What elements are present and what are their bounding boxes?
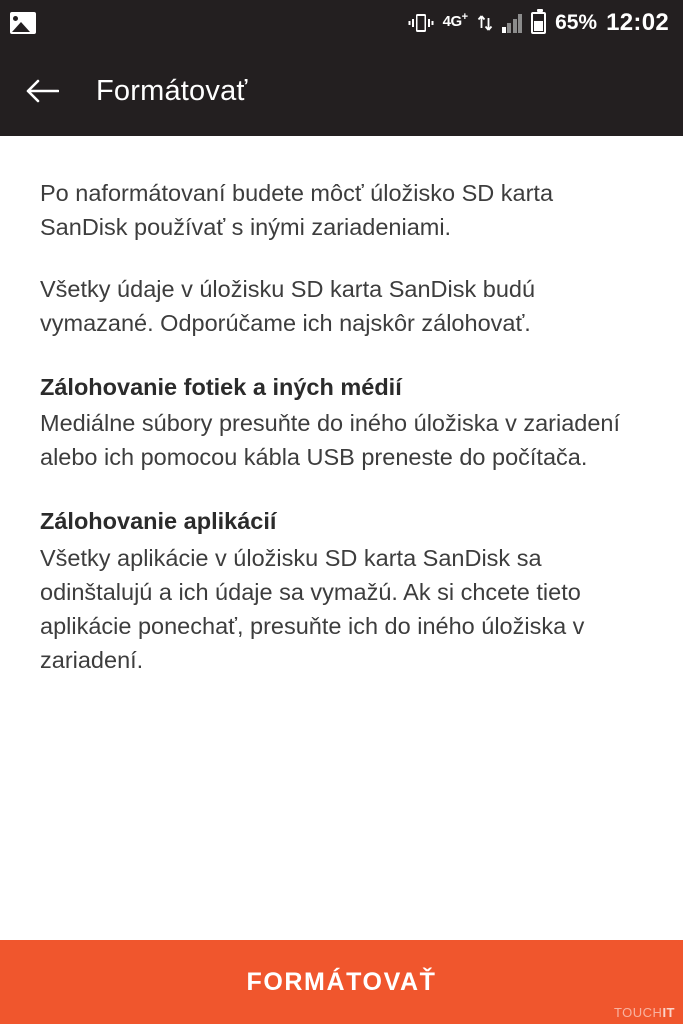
section-media-backup-body: Mediálne súbory presuňte do iného úložiska v zariadení alebo ich pomocou kábla USB preneste do počítača. (40, 410, 621, 471)
content-area (0, 136, 683, 940)
section-media-backup-heading: Zálohovanie fotiek a iných médií (40, 374, 402, 401)
status-bar-left (10, 12, 36, 34)
intro-paragraph-1: Po naformátovaní budete môcť úložisko SD karta SanDisk používať s inými zariadeniami. (40, 180, 554, 241)
image-icon (10, 12, 36, 34)
section-apps-backup-body: Všetky aplikácie v úložisku SD karta SanDisk sa odinštalujú a ich údaje sa vymažú. Ak si chcete tieto aplikácie ponechať, presuňte ich do iného úložiska v zariadení. (40, 544, 585, 673)
battery-percent-label: 65% (555, 11, 598, 34)
watermark-text-b: IT (662, 1005, 675, 1020)
watermark-text-a: TOUCH (613, 1005, 663, 1020)
section-apps-backup (40, 504, 643, 676)
battery-icon (531, 12, 546, 34)
intro-paragraph-2: Všetky údaje v úložisku SD karta SanDisk budú vymazané. Odporúčame ich najskôr zálohovať. (40, 276, 536, 337)
network-type-label (443, 11, 468, 30)
status-bar (0, 0, 683, 46)
clock-label: 12:02 (606, 9, 669, 36)
footer-bar (0, 940, 683, 1024)
data-transfer-icon (477, 13, 493, 33)
app-bar (0, 46, 683, 136)
arrow-back-icon[interactable] (22, 71, 62, 111)
section-media-backup (40, 370, 643, 474)
network-plus-text: + (461, 10, 468, 23)
section-apps-backup-heading: Zálohovanie aplikácií (40, 508, 277, 535)
format-button[interactable]: FORMÁTOVAŤ (0, 940, 683, 1024)
status-bar-right (408, 9, 669, 37)
vibrate-icon (408, 12, 434, 34)
page-title: Formátovať (96, 74, 248, 107)
network-type-text: 4G (442, 12, 462, 30)
signal-bars-icon (502, 13, 523, 33)
